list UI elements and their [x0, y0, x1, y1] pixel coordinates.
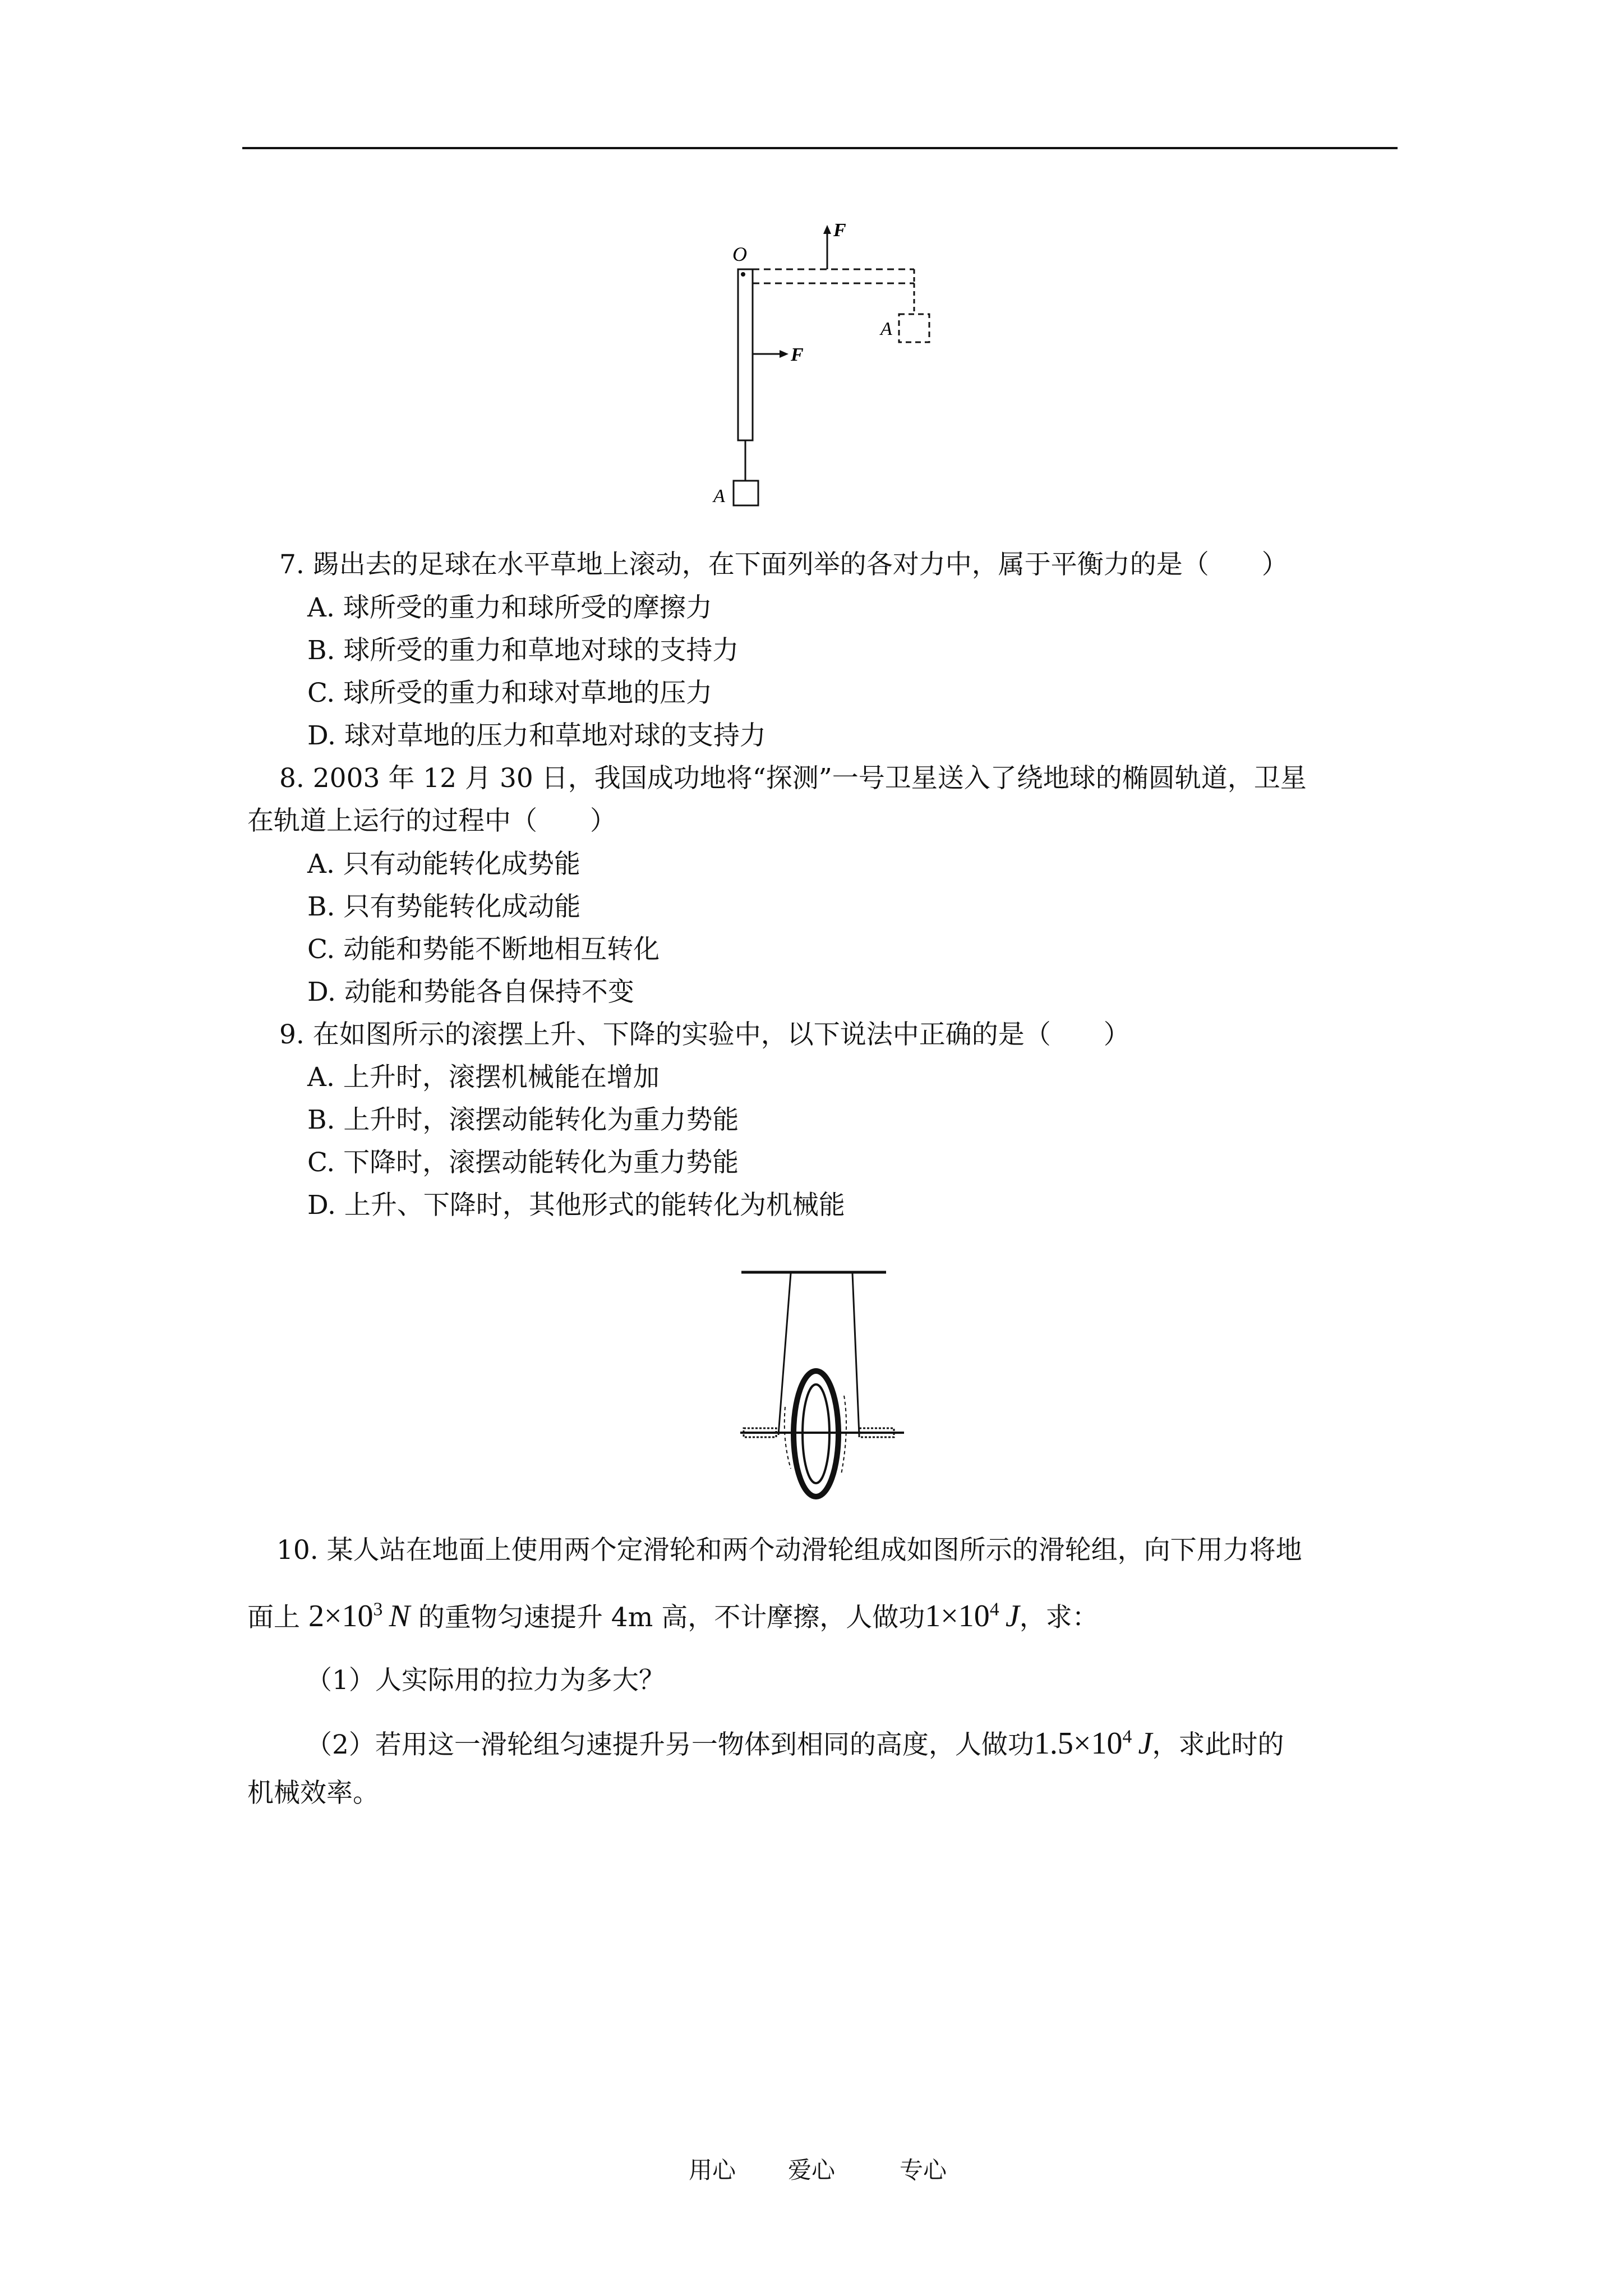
force-arrow-right-head — [780, 350, 789, 358]
q10-sub2-line1: （2）若用这一滑轮组匀速提升另一物体到相同的高度，人做功$1.5\times 10^4$ J，求此时的 — [306, 1726, 1284, 1761]
string-left — [778, 1273, 791, 1435]
q8-option-b: B. 只有势能转化成动能 — [307, 891, 581, 922]
pivot-dot — [741, 272, 745, 277]
q10-line2-post: ，求： — [1019, 1602, 1099, 1633]
label-f-top: F — [833, 220, 846, 241]
q10-work2-value: $1.5\times 10^4$ J — [1034, 1726, 1152, 1761]
q10-work1-value: $1\times 10^4$ J — [925, 1599, 1020, 1634]
header-rule — [242, 147, 1398, 149]
footer-item-1: 用心 — [689, 2156, 736, 2184]
q10-line2-mid: 的重物匀速提升 4m 高，不计摩擦，人做功 — [409, 1602, 925, 1633]
lever-rod — [738, 269, 753, 440]
q8-stem-line2: 在轨道上运行的过程中（ ） — [247, 806, 616, 836]
q10-sub1: （1）人实际用的拉力为多大？ — [306, 1665, 665, 1696]
q10-line1: 10. 某人站在地面上使用两个定滑轮和两个动滑轮组成如图所示的滑轮组，向下用力将地 — [276, 1535, 1302, 1566]
label-f-mid: F — [791, 344, 804, 365]
q8-stem-line1: 8. 2003 年 12 月 30 日，我国成功地将“探测”一号卫星送入了绕地球的椭圆轨道，卫星 — [279, 763, 1307, 794]
footer-item-3: 专心 — [900, 2156, 947, 2184]
q7-option-b: B. 球所受的重力和草地对球的支持力 — [307, 635, 739, 666]
q10-weight-value: $2\times 10^3$ N — [308, 1599, 410, 1634]
q9-option-b: B. 上升时，滚摆动能转化为重力势能 — [307, 1105, 739, 1135]
footer-item-2: 爱心 — [788, 2156, 836, 2184]
lever-figure — [701, 216, 948, 513]
q9-option-d: D. 上升、下降时，其他形式的能转化为机械能 — [307, 1190, 845, 1221]
q7-option-d: D. 球对草地的压力和草地对球的支持力 — [307, 720, 766, 751]
motion-arc-left — [785, 1407, 791, 1469]
pendulum-figure — [729, 1261, 925, 1502]
string-right — [852, 1273, 859, 1435]
q7-stem: 7. 踢出去的足球在水平草地上滚动，在下面列举的各对力中，属于平衡力的是（ ） — [279, 549, 1288, 580]
q7-option-c: C. 球所受的重力和球对草地的压力 — [307, 678, 713, 708]
label-o: O — [732, 243, 747, 265]
q10-sub2-line2: 机械效率。 — [247, 1778, 379, 1809]
q8-option-c: C. 动能和势能不断地相互转化 — [307, 934, 660, 965]
dashed-weight-box — [899, 314, 929, 342]
q7-option-a: A. 球所受的重力和球所受的摩擦力 — [307, 592, 712, 623]
label-a-bottom: A — [713, 486, 725, 507]
motion-arc-right — [841, 1396, 846, 1474]
weight-box — [734, 481, 758, 505]
q9-option-a: A. 上升时，滚摆机械能在增加 — [307, 1062, 660, 1093]
q10-line2 — [247, 1599, 1099, 1635]
q9-option-c: C. 下降时，滚摆动能转化为重力势能 — [307, 1147, 739, 1178]
q10-line2-pre: 面上 — [247, 1602, 308, 1633]
force-arrow-up-head — [823, 225, 831, 234]
q8-option-d: D. 动能和势能各自保持不变 — [307, 977, 634, 1007]
q9-stem: 9. 在如图所示的滚摆上升、下降的实验中，以下说法中正确的是（ ） — [279, 1019, 1130, 1050]
label-a-right: A — [880, 319, 892, 339]
q8-option-a: A. 只有动能转化成势能 — [307, 849, 580, 880]
